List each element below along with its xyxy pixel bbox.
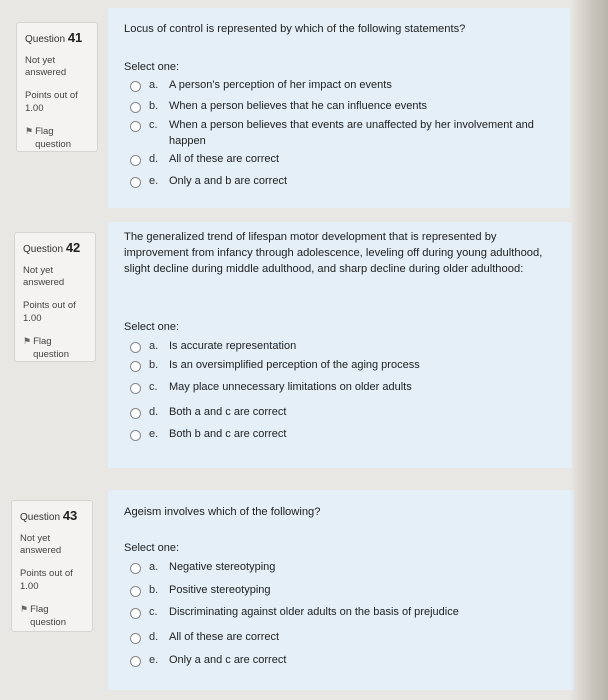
select-one-label: Select one:: [124, 542, 180, 554]
option-text: When a person believes that events are unaffected by her involvement and happen: [169, 119, 534, 147]
question-content: [108, 222, 572, 468]
answer-option-b[interactable]: [130, 358, 420, 374]
option-text: When a person believes that he can influence events: [169, 100, 428, 112]
flag-label: Flag question: [30, 603, 66, 628]
answer-option-d[interactable]: [130, 630, 279, 646]
option-letter: d.: [149, 153, 159, 165]
radio-button[interactable]: [130, 177, 141, 188]
radio-button[interactable]: [130, 608, 141, 619]
option-text: Is accurate representation: [169, 340, 297, 352]
question-points: Points out of 1.00: [20, 568, 73, 592]
radio-button[interactable]: [130, 656, 141, 667]
question-text: Locus of control is represented by which of the following statements?: [124, 23, 466, 35]
option-letter: c.: [149, 381, 158, 393]
flag-label: Flag question: [33, 335, 69, 360]
flag-icon: ⚑: [23, 335, 32, 346]
answer-option-a[interactable]: [130, 560, 275, 576]
option-letter: e.: [149, 428, 159, 440]
option-text: Positive stereotyping: [169, 584, 271, 596]
flag-icon: ⚑: [25, 125, 34, 136]
answer-option-a[interactable]: [130, 339, 296, 355]
answer-option-c[interactable]: [130, 118, 539, 150]
option-text: Only a and b are correct: [169, 175, 288, 187]
question-text: Ageism involves which of the following?: [124, 506, 321, 518]
flag-question-link[interactable]: [20, 604, 86, 630]
option-letter: b.: [149, 584, 159, 596]
answer-option-e[interactable]: [130, 653, 286, 669]
question-content: [108, 490, 574, 690]
question-points: Points out of 1.00: [25, 90, 78, 114]
question-state: Not yet answered: [23, 264, 65, 289]
flag-icon: ⚑: [20, 603, 29, 614]
option-text: Discriminating against older adults on the basis of prejudice: [169, 606, 459, 618]
option-letter: a.: [149, 561, 159, 573]
question-points: Points out of 1.00: [23, 300, 76, 324]
option-text: May place unnecessary limitations on older adults: [169, 381, 412, 393]
radio-button[interactable]: [130, 81, 141, 92]
option-text: Both b and c are correct: [169, 428, 287, 440]
answer-option-e[interactable]: [130, 174, 287, 190]
option-letter: c.: [149, 606, 158, 618]
question-info-panel: [11, 500, 93, 632]
radio-button[interactable]: [130, 121, 141, 132]
question-info-panel: [16, 22, 98, 152]
radio-button[interactable]: [130, 563, 141, 574]
option-text: All of these are correct: [169, 153, 280, 165]
option-text: Is an oversimplified perception of the aging process: [169, 359, 420, 371]
question-state: Not yet answered: [25, 54, 67, 79]
select-one-label: Select one:: [124, 321, 180, 333]
option-letter: a.: [149, 340, 159, 352]
radio-button[interactable]: [130, 430, 141, 441]
answer-option-e[interactable]: [130, 427, 286, 443]
option-text: Both a and c are correct: [169, 406, 287, 418]
question-number: Question 41: [25, 30, 83, 45]
question-number: Question 43: [20, 508, 78, 523]
option-letter: b.: [149, 359, 159, 371]
flag-label: Flag question: [35, 125, 71, 150]
flag-question-link[interactable]: [25, 126, 91, 152]
option-text: Only a and c are correct: [169, 654, 287, 666]
option-letter: d.: [149, 406, 159, 418]
question-info-panel: [14, 232, 96, 362]
option-letter: e.: [149, 175, 159, 187]
option-letter: d.: [149, 631, 159, 643]
answer-option-c[interactable]: [130, 605, 459, 621]
option-letter: a.: [149, 79, 159, 91]
answer-option-d[interactable]: [130, 152, 279, 168]
radio-button[interactable]: [130, 342, 141, 353]
radio-button[interactable]: [130, 102, 141, 113]
option-text: Negative stereotyping: [169, 561, 276, 573]
option-letter: c.: [149, 119, 158, 131]
answer-option-a[interactable]: [130, 78, 392, 94]
question-number: Question 42: [23, 240, 81, 255]
answer-option-b[interactable]: [130, 99, 427, 115]
select-one-label: Select one:: [124, 61, 180, 73]
option-text: All of these are correct: [169, 631, 280, 643]
radio-button[interactable]: [130, 155, 141, 166]
question-content: [108, 8, 570, 208]
radio-button[interactable]: [130, 361, 141, 372]
radio-button[interactable]: [130, 633, 141, 644]
answer-option-c[interactable]: [130, 380, 412, 396]
answer-option-b[interactable]: [130, 583, 271, 599]
radio-button[interactable]: [130, 383, 141, 394]
radio-button[interactable]: [130, 408, 141, 419]
option-letter: e.: [149, 654, 159, 666]
option-letter: b.: [149, 100, 159, 112]
flag-question-link[interactable]: [23, 336, 89, 362]
answer-option-d[interactable]: [130, 405, 286, 421]
question-state: Not yet answered: [20, 532, 62, 557]
right-edge-shadow: [570, 0, 608, 700]
radio-button[interactable]: [130, 586, 141, 597]
question-text: The generalized trend of lifespan motor development that is represented by improvement from infancy through adolescence, leveling off during young adulthood, slight decline during middle adulthood, and sharp decline during older adulthood:: [124, 231, 543, 275]
option-text: A person's perception of her impact on events: [169, 79, 392, 91]
